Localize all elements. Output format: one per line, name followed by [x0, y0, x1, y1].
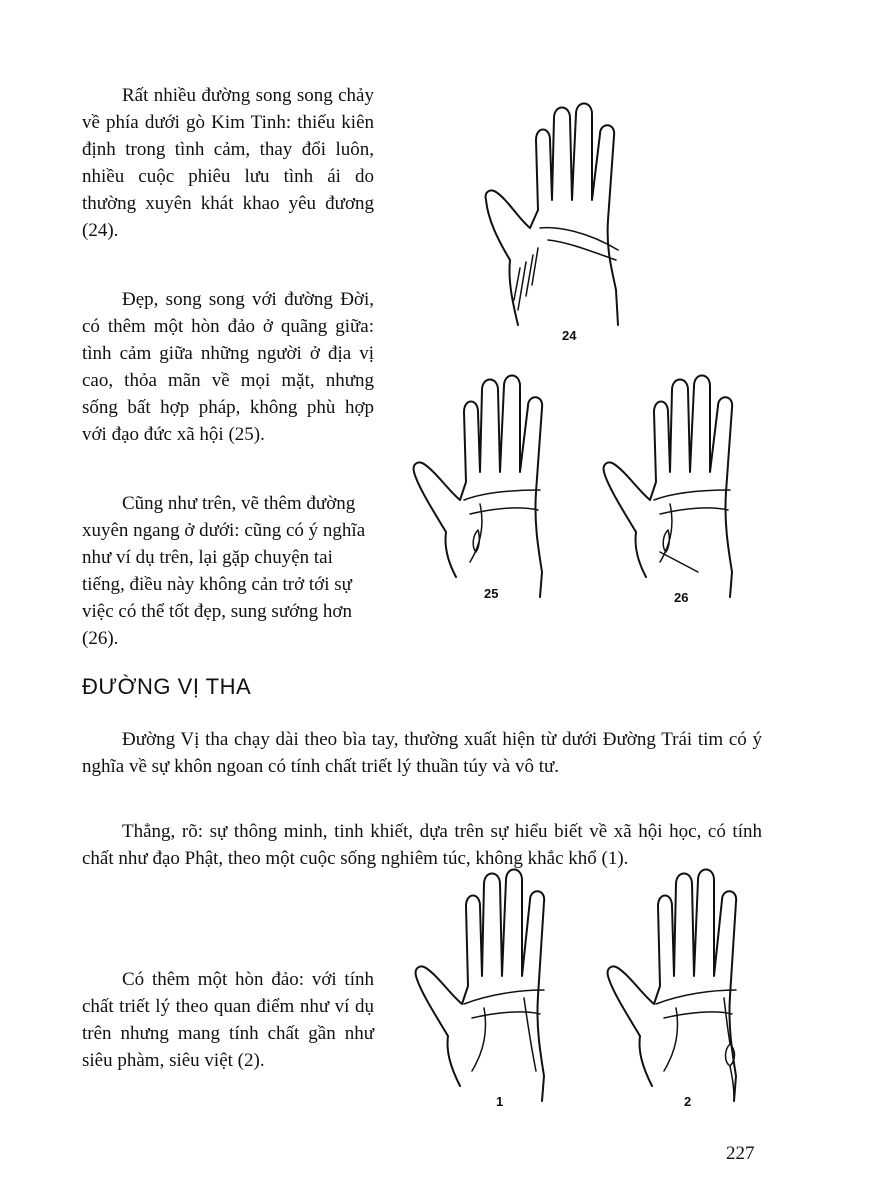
figure-label: 25: [484, 586, 499, 601]
palm-figure-25: [400, 372, 570, 612]
figure-label: 2: [684, 1094, 692, 1109]
palm-figure-26: [590, 372, 760, 612]
palm-figure-24: [478, 100, 648, 343]
paragraph-26: Cũng như trên, vẽ thêm đường xuyên ngang ở dưới: cũng có ý nghĩa như ví dụ trên, lại gặp chuyện tai tiếng, điều này không cản trở tới sự việc có thể tốt đẹp, sung sướng hơn (26).: [82, 493, 366, 649]
paragraph-1: Thẳng, rõ: sự thông minh, tinh khiết, dựa trên sự hiểu biết về xã hội học, có tính chất như đạo Phật, theo một cuộc sống nghiêm túc, không khắc khổ (1).: [82, 821, 762, 869]
figure-label: 24: [562, 328, 577, 343]
paragraph-24: Rất nhiều đường song song chảy về phía dưới gò Kim Tinh: thiếu kiên định trong tình cảm, thay đổi luôn, nhiều cuộc phiêu lưu tình ái do thường xuyên khát khao yêu đương (24).: [82, 85, 374, 241]
paragraph-25: Đẹp, song song với đường Đời, có thêm một hòn đảo ở quãng giữa: tình cảm giữa những người ở địa vị cao, thỏa mãn về mọi mặt, nhưng sống bất hợp pháp, không phù hợp với đạo đức xã hội (25).: [82, 289, 374, 445]
palm-figure-2: [592, 866, 762, 1116]
palm-figure-1: [400, 866, 570, 1116]
section-heading: ĐƯỜNG VỊ THA: [82, 674, 252, 699]
figure-label: 1: [496, 1094, 504, 1109]
page-number: 227: [726, 1143, 755, 1164]
paragraph-2: Có thêm một hòn đảo: với tính chất triết lý theo quan điểm như ví dụ trên nhưng mang tính chất gần như siêu phàm, siêu việt (2).: [82, 969, 374, 1071]
paragraph-intro: Đường Vị tha chạy dài theo bìa tay, thường xuất hiện từ dưới Đường Trái tim có ý nghĩa về sự khôn ngoan có tính chất triết lý thuần túy và vô tư.: [82, 729, 762, 777]
figure-label: 26: [674, 590, 689, 605]
